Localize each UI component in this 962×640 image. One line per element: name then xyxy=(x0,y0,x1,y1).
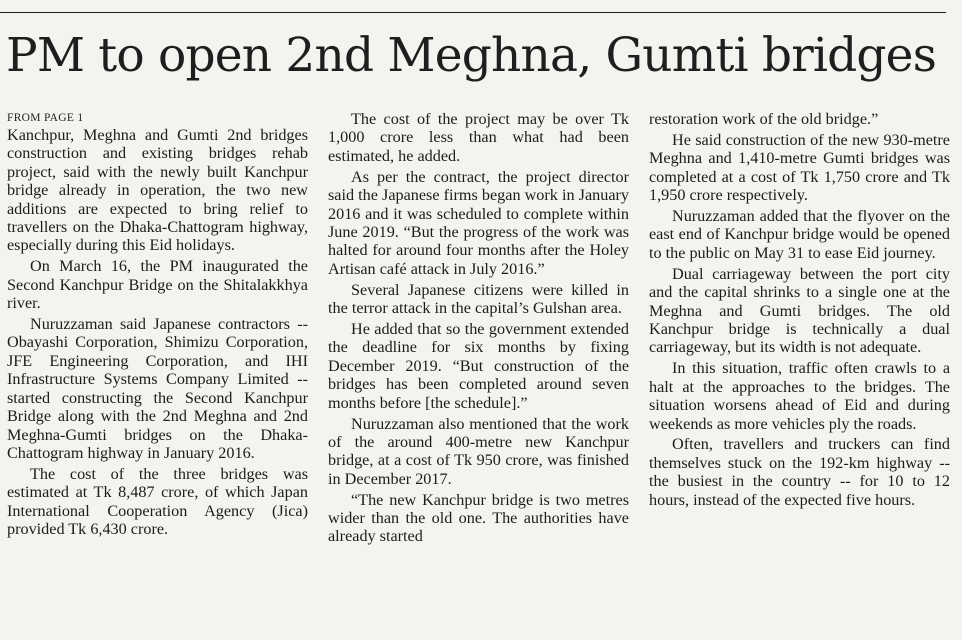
paragraph: The cost of the three bridges was estimated at Tk 8,487 crore, of which Japan International Cooperation Agency (Jica) provided Tk 6,430 crore. xyxy=(7,464,308,539)
top-rule xyxy=(0,12,946,13)
paragraph: Dual carriageway between the port city and the capital shrinks to a single one at the Meghna and Gumti bridges. The old Kanchpur bridge is technically a dual carriageway, but its width is not adequate. xyxy=(649,264,950,357)
paragraph: restoration work of the old bridge.” xyxy=(649,110,879,128)
paragraph: In this situation, traffic often crawls to a halt at the approaches to the bridges. The situation worsens ahead of Eid and during weekends as more vehicles ply the roads. xyxy=(649,359,950,433)
paragraph: The cost of the project may be over Tk 1,000 crore less than what had been estimated, he added. xyxy=(328,110,629,165)
paragraph: He added that so the government extended the deadline for six months by fixing December 2019. “But construction of the bridges has been completed around seven months before [the schedule].” xyxy=(328,319,629,412)
headline: PM to open 2nd Meghna, Gumti bridges xyxy=(6,28,937,83)
article-column-3 xyxy=(649,110,950,640)
paragraph: As per the contract, the project director said the Japanese firms began work in January 2016 and it was scheduled to complete within June 2019. “But the progress of the work was halted for around four months after the Holey Artisan café attack in July 2016.” xyxy=(328,167,629,278)
article-column-1 xyxy=(7,110,308,640)
paragraph: Kanchpur, Meghna and Gumti 2nd bridges construction and existing bridges rehab project, said with the newly built Kanchpur bridge already in operation, the two new additions are expected to bring relief to travellers on the Dhaka-Chattogram highway, especially during this Eid holidays. xyxy=(7,126,308,255)
paragraph: Nuruzzaman said Japanese contractors -- Obayashi Corporation, Shimizu Corporation, JFE Engineering Corporation, and IHI Infrastructure Systems Company Limited -- started constructing the Second Kanchpur Bridge along with the 2nd Meghna and 2nd Meghna-Gumti bridges on the Dhaka-Chattogram highway in January 2016. xyxy=(7,315,308,462)
article-column-2 xyxy=(328,110,629,640)
paragraph: Several Japanese citizens were killed in the terror attack in the capital’s Gulshan area. xyxy=(328,280,629,318)
paragraph: On March 16, the PM inaugurated the Second Kanchpur Bridge on the Shitalakkhya river. xyxy=(7,257,308,313)
paragraph: He said construction of the new 930-metre Meghna and 1,410-metre Gumti bridges was completed at a cost of Tk 1,750 crore and Tk 1,950 crore respectively. xyxy=(649,130,950,205)
paragraph: Often, travellers and truckers can find themselves stuck on the 192-km highway --the busiest in the country -- for 10 to 12 hours, instead of the expected five hours. xyxy=(649,435,950,509)
continuation-kicker: FROM PAGE 1 xyxy=(7,112,84,124)
paragraph: Nuruzzaman added that the flyover on the east end of Kanchpur bridge would be opened to the public on May 31 to ease Eid journey. xyxy=(649,207,950,262)
paragraph: “The new Kanchpur bridge is two metres wider than the old one. The authorities have already started xyxy=(328,490,629,546)
paragraph: Nuruzzaman also mentioned that the work of the around 400-metre new Kanchpur bridge, at a cost of Tk 950 crore, was finished in December 2017. xyxy=(328,414,629,488)
